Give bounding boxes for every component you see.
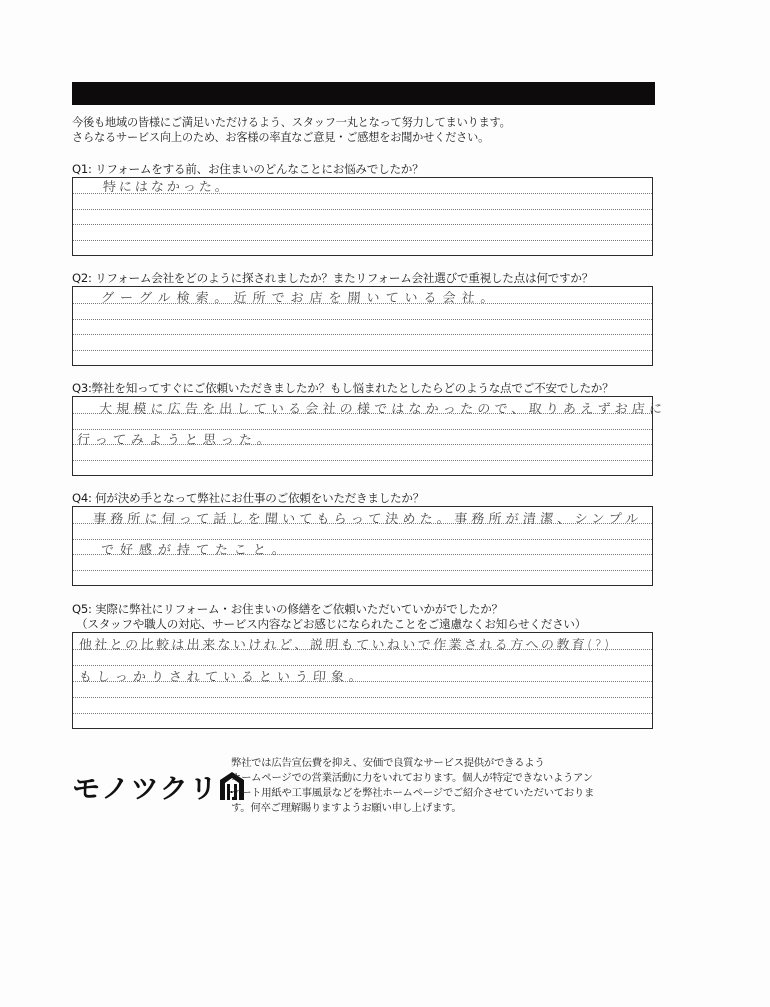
footer-notice [231,756,671,816]
rule-line [73,240,652,241]
rule-line [73,570,652,571]
rule-line [73,209,652,210]
handwritten-answer-line: もしっかりされているという印象。 [78,670,368,685]
footer-line: す。何卒ご理解賜りますようお願い申し上げます。 [231,802,462,814]
rule-line [73,460,652,461]
footer-line: ホームページでの営業活動に力をいれております。個人が特定できないようアン [231,772,593,784]
rule-line [73,697,652,698]
rule-line [73,350,652,351]
logo-text: モノツクリ [72,773,219,805]
handwritten-answer-line: で好感が持てたこと。 [100,543,292,558]
question-3-answer-box [72,396,667,476]
question-2-answer-box [72,286,653,366]
question-1-label: Q1: リフォームをする前、お住まいのどんなことにお悩みでしたか？ [72,162,424,176]
footer-line: 弊社では広告宣伝費を抑え、安価で良質なサービス提供ができるよう [231,757,545,769]
intro-line-2: さらなるサービス向上のため、お客様の率直なご意見・ご感想をお聞かせください。 [72,131,490,144]
handwritten-answer-line: 大規模に広告を出している会社の様ではなかったので、取りあえずお店に [98,402,667,417]
rule-line [73,224,652,225]
question-2-label: Q2: リフォーム会社をどのように探されましたか？またリフォーム会社選びで重視した点は何ですか？ [72,271,594,285]
question-4-label: Q4: 何が決め手となって弊社にお仕事のご依頼をいただきましたか？ [72,491,425,505]
handwritten-answer-line: 行ってみようと思った。 [76,433,276,448]
footer [72,755,672,835]
header-bar [72,82,655,105]
question-5-sublabel: （スタッフや職人の対応、サービス内容などお感じになられたことをご遠慮なくお知らせください） [76,617,587,631]
question-4-answer-box [72,506,653,586]
handwritten-answer-line: 事務所に伺って話しを聞いてもらって決めた。事務所が清潔、シンプル [92,512,643,527]
question-5-label: Q5: 実際に弊社にリフォーム・お住まいの修繕をご依頼いただいていかがでしたか？ [72,602,503,616]
rule-line [73,319,652,320]
question-3-label: Q3:弊社を知ってすぐにご依頼いただきましたか？もし悩まれたとしたらどのような点でご不安でしたか？ [72,381,614,395]
intro-line-1: 今後も地域の皆様にご満足いただけるよう、スタッフ一丸となって努力してまいります。 [72,116,511,129]
question-5-answer-box [72,632,653,729]
rule-line [73,713,652,714]
intro-text [72,115,672,145]
handwritten-answer-line: 特にはなかった。 [102,180,232,195]
handwritten-answer-line: グーグル検索。近所でお店を開いている会社。 [100,291,501,306]
footer-line: ケート用紙や工事風景などを弊社ホームページでご紹介させていただいておりま [231,787,595,799]
handwritten-answer-line: 他社との比較は出来ないけれど、説明もていねいで作業される方への教育(?) [78,638,612,653]
question-1-answer-box [72,177,653,256]
company-logo [72,769,245,803]
rule-line [73,334,652,335]
